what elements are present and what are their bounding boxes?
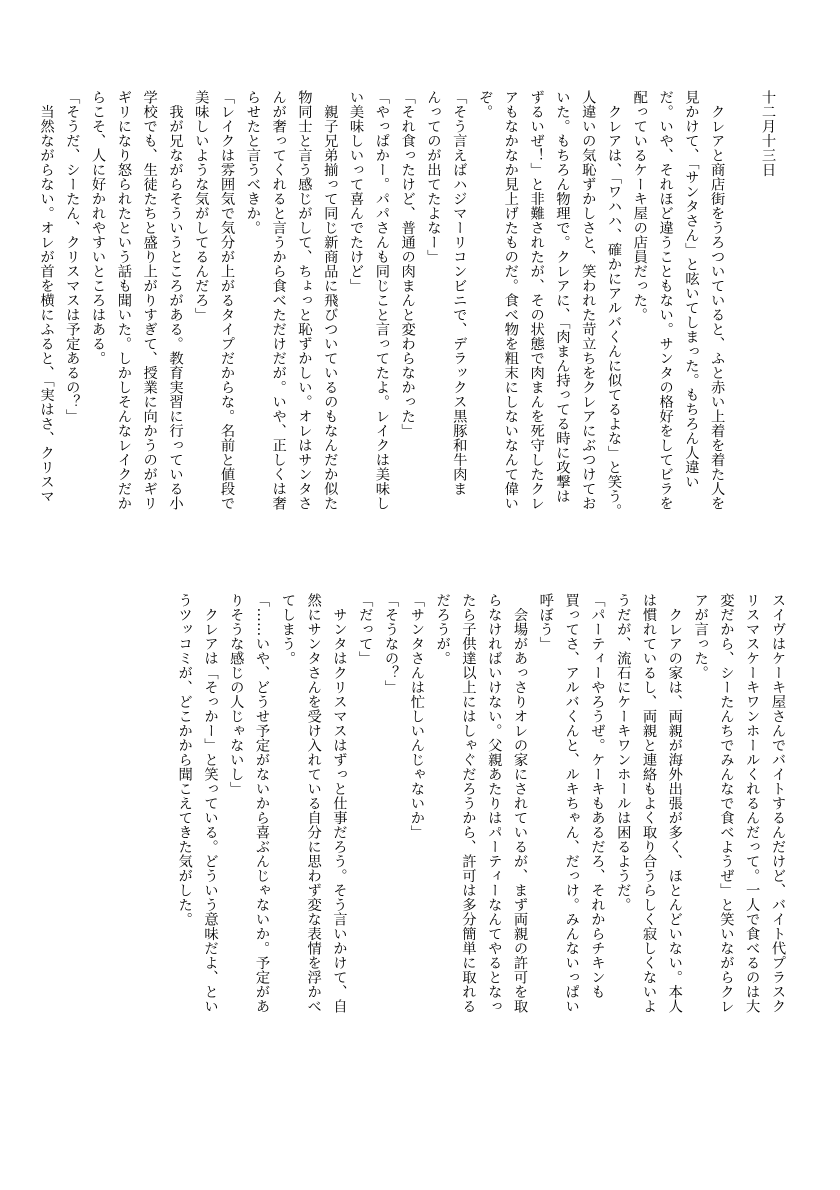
lower-text-line: たら子供達以上にはしゃぐだろうから、許可は多分簡単に取れる xyxy=(460,593,477,1014)
diary-date-heading: 十二月十三日 xyxy=(760,90,776,177)
lower-text-line: クレアの家は、両親が海外出張が多く、ほとんどいない。本人 xyxy=(666,593,683,1014)
lower-text-line: 「だって」 xyxy=(357,593,374,666)
lower-text-line: 呼ぼう」 xyxy=(537,593,554,651)
upper-text-line: 「そうだ、シーたん、クリスマスは予定あるの？」 xyxy=(64,90,81,424)
upper-text-line: 「レイクは雰囲気で気分が上がるタイプだからな。名前と値段で xyxy=(219,90,236,511)
lower-text-line: だろうが。 xyxy=(434,593,451,666)
lower-text-line: サンタはクリスマスはずっと仕事だろう。そう言いかけて、自 xyxy=(331,593,348,1014)
lower-text-line: うだが、流石にケーキワンホールは困るようだ。 xyxy=(615,593,632,912)
lower-text-line: は慣れているし、両親と連絡もよく取り合うらしく寂しくないよ xyxy=(641,593,658,1014)
upper-text-line: 物同士と言う感じがして、ちょっと恥ずかしい。オレはサンタさ xyxy=(296,90,313,511)
upper-text-line: らこそ、人に好かれやすいところはある。 xyxy=(90,90,107,366)
upper-text-line: だ。いや、それほど違うこともない。サンタの格好をしてビラを xyxy=(657,90,674,511)
upper-text-line: いた。もちろん物理で。クレアに、「肉まん持ってる時に攻撃は xyxy=(554,90,571,504)
upper-text-line: 当然ながらない。オレが首を横にふると、「実はさ、クリスマ xyxy=(38,90,55,504)
lower-text-line: アが言った。 xyxy=(692,593,709,680)
upper-text-line: らせたと言うべきか。 xyxy=(244,90,261,235)
lower-text-line: らなければいけない。父親あたりはパーティーなんてやるとなっ xyxy=(486,593,503,1014)
upper-text-line: クレアと商店街をうろついていると、ふと赤い上着を着た人を xyxy=(709,90,726,511)
upper-text-line: 学校でも、生徒たちと盛り上がりすぎて、授業に向かうのがギリ xyxy=(141,90,158,511)
upper-text-line: ぞ。 xyxy=(477,90,494,119)
lower-text-block xyxy=(171,593,790,1113)
lower-text-line: 然にサンタさんを受け入れている自分に思わず変な表情を浮かべ xyxy=(305,593,322,1014)
lower-text-line: リスマスケーキワンホールくれるんだって。一人で食べるのは大 xyxy=(744,593,761,1014)
upper-text-line: 「それ食ったけど、普通の肉まんと変わらなかった」 xyxy=(399,90,416,438)
lower-text-line: 「そうなの？」 xyxy=(383,593,400,695)
upper-text-line: クレアは、「ワハハ、確かにアルバくんに似てるよな」と笑う。 xyxy=(606,90,623,518)
upper-text-line: 美味しいような気がしてるんだろ」 xyxy=(193,90,210,322)
upper-text-line: 親子兄弟揃って同じ新商品に飛びついているのもなんだか似た xyxy=(322,90,339,511)
lower-text-line: 「……いや、どうせ予定がないから喜ぶんじゃないか。予定があ xyxy=(254,593,271,1014)
lower-text-line: 変だから、シーたんちでみんなで食べようぜ」と笑いながらクレ xyxy=(718,593,735,1014)
lower-text-line: スイヴはケーキ屋さんでバイトするんだけど、バイト代プラスク xyxy=(770,593,786,1014)
upper-text-line: ギリになり怒られたという話も聞いた。しかしそんなレイクだか xyxy=(115,90,132,511)
upper-text-line: い美味しいって喜んでたけど」 xyxy=(348,90,365,293)
upper-text-line: 人違いの気恥ずかしさと、笑われた苛立ちをクレアにぶつけてお xyxy=(580,90,597,511)
upper-text-line: んってのが出てたよなー」 xyxy=(425,90,442,264)
lower-text-line: てしまう。 xyxy=(279,593,296,666)
upper-text-line: 我が兄ながらそういうところがある。教育実習に行っている小 xyxy=(167,90,184,511)
lower-text-line: りそうな感じの人じゃないし」 xyxy=(228,593,245,796)
upper-text-line: ずるいぜ！」と非難されたが、その状態で肉まんを死守したクレ xyxy=(528,90,545,511)
upper-text-line: アもなかなか見上げたものだ。食べ物を粗末にしないなんて偉い xyxy=(502,90,519,511)
lower-text-line: クレアは「そっかー」と笑っている。どういう意味だよ、とい xyxy=(202,593,219,1014)
lower-text-line: 「パーティーやろうぜ。ケーキもあるだろ、それからチキンも xyxy=(589,593,606,999)
upper-text-line: 配っているケーキ屋の店員だった。 xyxy=(631,90,648,322)
lower-text-line: うツッコミが、どこかから聞こえてきた気がした。 xyxy=(176,593,193,927)
upper-text-line: 「そう言えばハジマーリコンビニで、デラックス黒豚和牛肉ま xyxy=(451,90,468,496)
lower-text-line: 「サンタさんは忙しいんじゃないか」 xyxy=(408,593,425,840)
lower-text-line: 買ってさ、アルバくんと、ルキちゃん、だっけ。みんないっぱい xyxy=(563,593,580,1014)
upper-text-line: んが奢ってくれると言うから食べただけだが。いや、正しくは奢 xyxy=(270,90,287,511)
lower-text-line: 会場があっさりオレの家にされているが、まず両親の許可を取 xyxy=(512,593,529,1014)
upper-text-block xyxy=(33,90,780,610)
upper-text-line: 見かけて、「サンタさん」と呟いてしまった。もちろん人違い xyxy=(683,90,700,489)
upper-text-line: 「やっぱかー。パパさんも同じこと言ってたよ。レイクは美味し xyxy=(373,90,390,511)
